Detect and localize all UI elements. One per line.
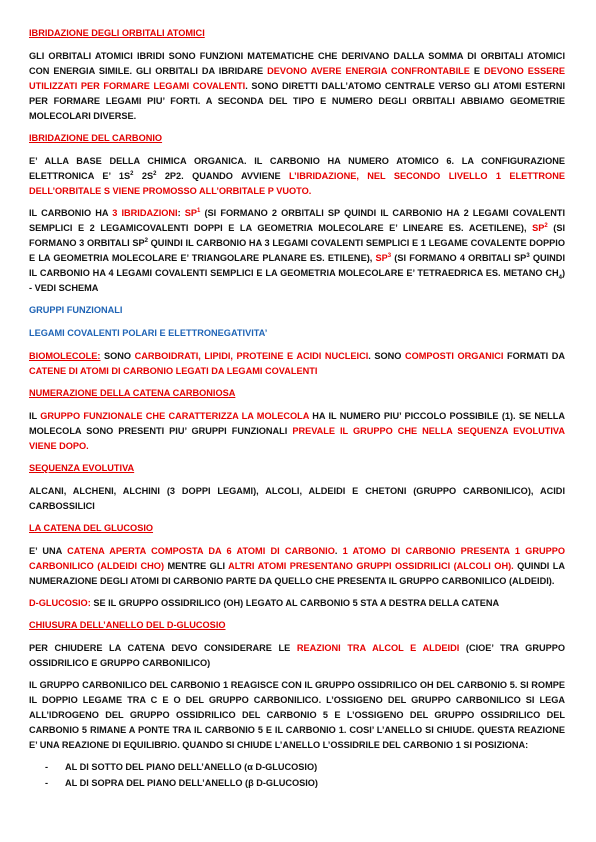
paragraph-ibridazioni-carbonio: IL CARBONIO HA 3 IBRIDAZIONI: $SP^1$ (SI FORMANO 2 ORBITALI SP QUINDI IL CARBONIO HA 2 LEGAMI COVALENTI SEMPLICI E 2 LEGAMICOVALENTI DOPPI E LA GEOMETRIA MOLECOLARE E’ LINEARE ES. ACETILENE), $SP^2$ (SI FORMANO 3 ORBITALI $SP^2$ QUINDI IL CARBONIO HA 3 LEGAMI COVALENTI SEMPLICI E 1 LEGAME COVALENTE DOPPIO E LA GEOMETRIA MOLECOLARE E’ TRIANGOLARE PLANARE ES. ETILENE), $SP^3$ (SI FORMANO 4 ORBITALI $SP^3$ QUINDI IL CARBONIO HA 4 LEGAMI COVALENTI SEMPLICI E LA GEOMETRIA MOLECOLARE E’ TETRAEDRICA ES. METANO $CH_4$) - VEDI SCHEMA <box>29 207 566 293</box>
paragraph-orbitali-ibridi: GLI ORBITALI ATOMICI IBRIDI SONO FUNZIONI MATEMATICHE CHE DERIVANO DALLA SOMMA DI ORBITALI ATOMICI CON ENERGIA SIMILE. GLI ORBITALI DA IBRIDARE DEVONO AVERE ENERGIA CONFRONTABILE E DEVONO ESSERE UTILIZZATI PER FORMARE LEGAMI COVALENTI. SONO DIRETTI DALL’ATOMO CENTRALE VERSO GLI ATOMI ESTERNI PER FORMARE LEGAMI PIU’ FORTI. A SECONDA DEL TIPO E NUMERO DEGLI ORBITALI ABBIAMO GEOMETRIE MOLECOLARI DIVERSE. <box>29 51 566 121</box>
heading-numerazione-catena: NUMERAZIONE DELLA CATENA CARBONIOSA <box>29 388 236 398</box>
heading-ibridazione-orbitali: IBRIDAZIONE DEGLI ORBITALI ATOMICI <box>29 28 205 38</box>
heading-legami-covalenti-polari: LEGAMI COVALENTI POLARI E ELETTRONEGATIVITA’ <box>29 328 268 338</box>
list-posizione-ossidrile <box>45 760 565 791</box>
heading-catena-glucosio: LA CATENA DEL GLUCOSIO <box>29 523 154 533</box>
paragraph-biomolecole: BIOMOLECOLE: SONO CARBOIDRATI, LIPIDI, PROTEINE E ACIDI NUCLEICI. SONO COMPOSTI ORGANICI FORMATI DA CATENE DI ATOMI DI CARBONIO LEGATI DA LEGAMI COVALENTI <box>29 351 565 376</box>
heading-sequenza-evolutiva: SEQUENZA EVOLUTIVA <box>29 463 135 473</box>
heading-gruppi-funzionali: GRUPPI FUNZIONALI <box>29 305 123 315</box>
paragraph-sequenza: ALCANI, ALCHENI, ALCHINI (3 DOPPI LEGAMI), ALCOLI, ALDEIDI E CHETONI (GRUPPO CARBONILICO), ACIDI CARBOSSILICI <box>29 486 565 511</box>
heading-ibridazione-carbonio: IBRIDAZIONE DEL CARBONIO <box>29 133 163 143</box>
heading-chiusura-anello: CHIUSURA DELL’ANELLO DEL D-GLUCOSIO <box>29 620 226 630</box>
document-content <box>29 26 565 792</box>
paragraph-d-glucosio: D-GLUCOSIO: SE IL GRUPPO OSSIDRILICO (OH) LEGATO AL CARBONIO 5 STA A DESTRA DELLA CATENA <box>29 598 500 608</box>
list-item: - AL DI SOPRA DEL PIANO DELL’ANELLO (β D-GLUCOSIO) <box>45 776 565 791</box>
list-item: - AL DI SOTTO DEL PIANO DELL’ANELLO (α D-GLUCOSIO) <box>45 760 565 775</box>
paragraph-catena-glucosio: E’ UNA CATENA APERTA COMPOSTA DA 6 ATOMI DI CARBONIO. 1 ATOMO DI CARBONIO PRESENTA 1 GRUPPO CARBONILICO (ALDEIDI CHO) MENTRE GLI ALTRI ATOMI PRESENTANO GRUPPI OSSIDRILICI (ALCOLI OH). QUINDI LA NUMERAZIONE DEGLI ATOMI DI CARBONIO PARTE DA QUELLO CHE PRESENTA IL GRUPPO CARBONILICO (ALDEIDI). <box>29 546 566 586</box>
paragraph-numerazione: IL GRUPPO FUNZIONALE CHE CARATTERIZZA LA MOLECOLA HA IL NUMERO PIU’ PICCOLO POSSIBILE (1). SE NELLA MOLECOLA SONO PRESENTI PIU’ GRUPPI FUNZIONALI PREVALE IL GRUPPO CHE NELLA SEQUENZA EVOLUTIVA VIENE DOPO. <box>29 411 565 451</box>
paragraph-chiudere-catena: PER CHIUDERE LA CATENA DEVO CONSIDERARE LE REAZIONI TRA ALCOL E ALDEIDI (CIOE’ TRA GRUPPO OSSIDRILICO E GRUPPO CARBONILICO) <box>29 643 565 668</box>
paragraph-reazione-equilibrio: IL GRUPPO CARBONILICO DEL CARBONIO 1 REAGISCE CON IL GRUPPO OSSIDRILICO OH DEL CARBONIO 5. SI ROMPE IL DOPPIO LEGAME TRA C E O DEL GRUPPO CARBONILICO. L’OSSIGENO DEL GRUPPO CARBONILICO SI LEGA ALL’IDROGENO DEL GRUPPO OSSIDRILICO DEL CARBONIO 5 E L’OSSIGENO DEL GRUPPO OSSIDRILICO DEL CARBONIO 5 RIMANE A PONTE TRA IL CARBONIO 5 E IL CARBONIO 1. COSI’ L’ANELLO SI CHIUDE. QUESTA REAZIONE E’ UNA REAZIONE DI EQUILIBRIO. QUANDO SI CHIUDE L’ANELLO L’OSSIDRILE DEL CARBONIO 1 SI POSIZIONA: <box>29 680 565 750</box>
paragraph-configurazione-elettronica: E’ ALLA BASE DELLA CHIMICA ORGANICA. IL CARBONIO HA NUMERO ATOMICO 6. LA CONFIGURAZIONE ELETTRONICA E’ $1S^2$ $2S^2$ 2P2. QUANDO AVVIENE L’IBRIDAZIONE, NEL SECONDO LIVELLO 1 ELETTRONE DELL’ORBITALE S VIENE PROMOSSO ALL’ORBITALE P VUOTO. <box>29 156 565 196</box>
